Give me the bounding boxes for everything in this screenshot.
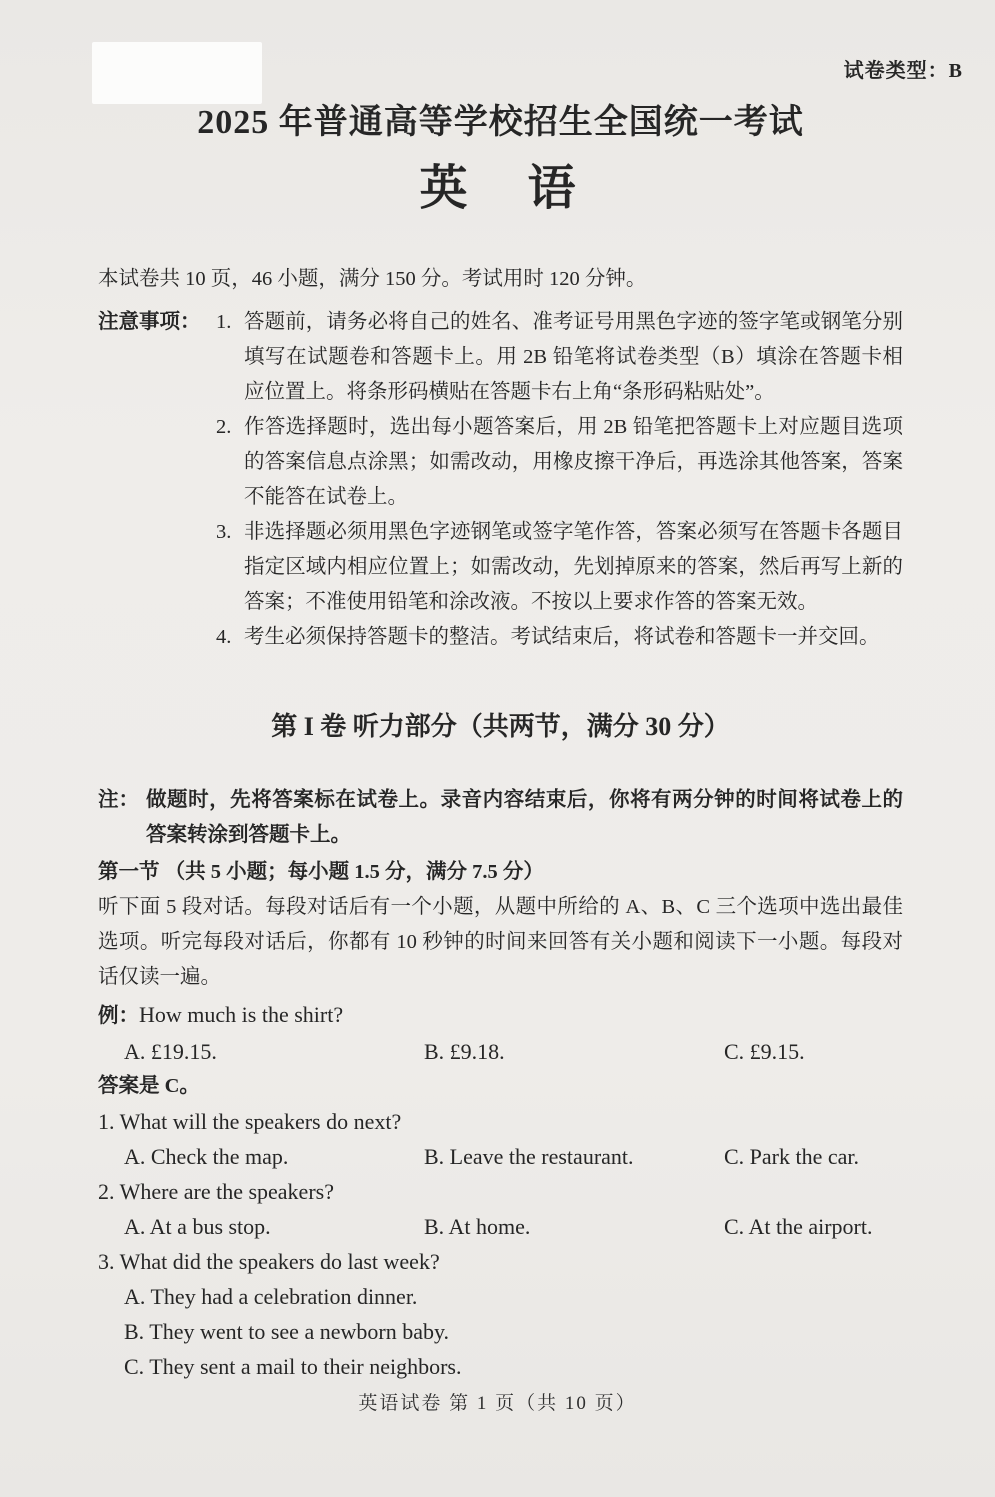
note-text: 做题时，先将答案标在试卷上。录音内容结束后，你将有两分钟的时间将试卷上的答案转涂到答题卡上。: [146, 789, 903, 846]
notices-label: 注意事项：: [98, 311, 201, 333]
notice-list: [216, 305, 903, 655]
example-question-text: How much is the shirt?: [139, 1002, 344, 1027]
question-text: Where are the speakers?: [119, 1179, 334, 1204]
exam-type-label: 试卷类型：B: [843, 60, 963, 82]
question-text: What will the speakers do next?: [119, 1109, 402, 1134]
question-number: 2.: [98, 1179, 115, 1204]
notice-text: 考生必须保持答题卡的整洁。考试结束后，将试卷和答题卡一并交回。: [244, 626, 880, 648]
exam-title: 2025 年普通高等学校招生全国统一考试: [197, 104, 804, 141]
question-number: 3.: [98, 1249, 115, 1274]
notice-item: [216, 305, 903, 410]
example-label: 例：: [98, 1005, 139, 1027]
question-number: 1.: [98, 1109, 115, 1134]
paper-info-line: 本试卷共 10 页，46 小题，满分 150 分。考试用时 120 分钟。: [98, 268, 647, 290]
option-a: A. Check the map.: [124, 1144, 289, 1169]
option-a: A. £19.15.: [124, 1039, 217, 1064]
option-b: B. At home.: [424, 1214, 531, 1239]
example-options-row: [98, 1034, 903, 1069]
notice-number: 1.: [216, 311, 232, 333]
page-footer: 英语试卷 第 1 页（共 10 页）: [358, 1393, 637, 1414]
question-1-options-row: [98, 1139, 903, 1174]
notice-item: [216, 515, 903, 620]
question-1-line: [98, 1104, 903, 1139]
notice-item: [216, 410, 903, 515]
option-c: C. They sent a mail to their neighbors.: [124, 1354, 462, 1379]
question-2-line: [98, 1174, 903, 1209]
notice-number: 4.: [216, 626, 232, 648]
notice-number: 2.: [216, 416, 232, 438]
example-question-line: [98, 997, 903, 1034]
question-3-options: [98, 1279, 903, 1384]
option-a: A. They had a celebration dinner.: [124, 1284, 418, 1309]
exam-subject: 英 语: [419, 162, 582, 215]
option-c: C. Park the car.: [724, 1144, 860, 1169]
question-3-line: [98, 1244, 903, 1279]
option-a: A. At a bus stop.: [124, 1214, 271, 1239]
question-2-options-row: [98, 1209, 903, 1244]
option-b: B. They went to see a newborn baby.: [124, 1319, 450, 1344]
page-content: [98, 0, 903, 1384]
notice-item: [216, 620, 903, 655]
listening-note: [98, 783, 903, 853]
note-label: 注：: [98, 789, 139, 811]
option-b: B. £9.18.: [424, 1039, 505, 1064]
notice-text: 答题前，请务必将自己的姓名、准考证号用黑色字迹的签字笔或钢笔分别填写在试题卷和答题卡上。用 2B 铅笔将试卷类型（B）填涂在答题卡相应位置上。将条形码横贴在答题卡右上角“条形码粘贴处”。: [244, 311, 903, 403]
example-answer-line: 答案是 C。: [98, 1075, 200, 1097]
notice-text: 非选择题必须用黑色字迹钢笔或签字笔作答，答案必须写在答题卡各题目指定区域内相应位置上；如需改动，先划掉原来的答案，然后再写上新的答案；不准使用铅笔和涂改液。不按以上要求作答的答案无效。: [244, 521, 903, 613]
question-text: What did the speakers do last week?: [119, 1249, 440, 1274]
notice-number: 3.: [216, 521, 232, 543]
part1-instructions: 听下面 5 段对话。每段对话后有一个小题，从题中所给的 A、B、C 三个选项中选出最佳选项。听完每段对话后，你都有 10 秒钟的时间来回答有关小题和阅读下一小题。每段对话仅读一遍。: [98, 896, 903, 988]
section1-heading: 第 I 卷 听力部分（共两节，满分 30 分）: [271, 712, 730, 741]
option-c: C. At the airport.: [724, 1214, 873, 1239]
part1-heading: 第一节 （共 5 小题；每小题 1.5 分，满分 7.5 分）: [98, 861, 544, 883]
notice-text: 作答选择题时，选出每小题答案后，用 2B 铅笔把答题卡上对应题目选项的答案信息点涂黑；如需改动，用橡皮擦干净后，再选涂其他答案，答案不能答在试卷上。: [244, 416, 903, 508]
option-b: B. Leave the restaurant.: [424, 1144, 634, 1169]
notices-section: [98, 305, 903, 655]
option-c: C. £9.15.: [724, 1039, 805, 1064]
